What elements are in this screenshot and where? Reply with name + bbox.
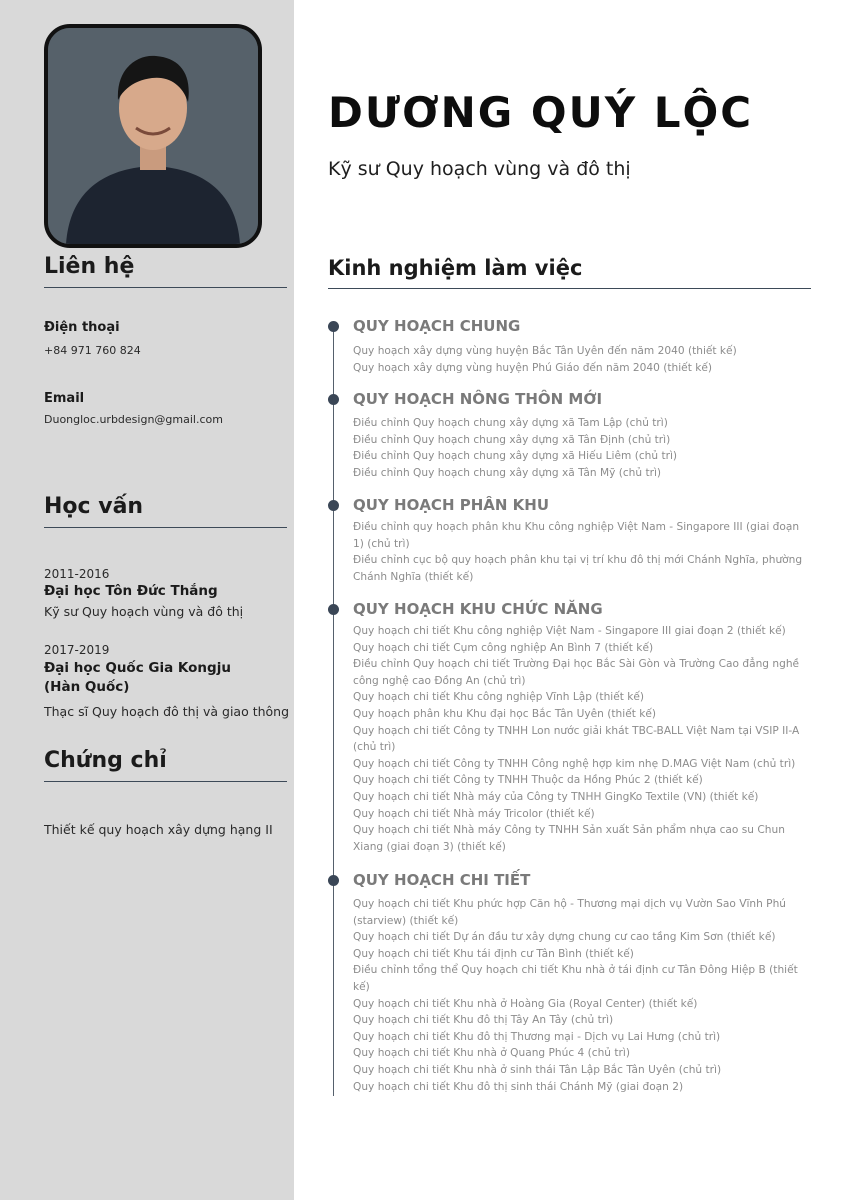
experience-item: Quy hoạch chi tiết Khu phức hợp Căn hộ - Thương mại dịch vụ Vườn Sao Vĩnh Phú (starview) (thiết kế)	[353, 898, 786, 927]
section-items	[353, 415, 813, 481]
email-label: Email	[44, 391, 85, 406]
experience-item: Quy hoạch chi tiết Khu đô thị Thương mại - Dịch vụ Lai Hưng (chủ trì)	[353, 1030, 721, 1043]
phone-label: Điện thoại	[44, 320, 120, 335]
contact-heading: Liên hệ	[44, 254, 287, 288]
experience-item: Điều chỉnh Quy hoạch chung xây dựng xã Tân Mỹ (chủ trì)	[353, 466, 662, 479]
timeline-dot	[328, 500, 339, 511]
timeline-dot	[328, 394, 339, 405]
experience-item: Điều chỉnh cục bộ quy hoạch phân khu tại vị trí khu đô thị mới Chánh Nghĩa, phường Chánh Nghĩa (thiết kế)	[353, 554, 803, 583]
experience-item: Quy hoạch chi tiết Khu tái định cư Tân Bình (thiết kế)	[353, 947, 634, 960]
experience-item: Quy hoạch chi tiết Khu công nghiệp Việt Nam - Singapore III giai đoạn 2 (thiết kế)	[353, 625, 786, 637]
education-degree: Thạc sĩ Quy hoạch đô thị và giao thông	[44, 704, 290, 719]
experience-item: Quy hoạch chi tiết Khu nhà ở sinh thái Tân Lập Bắc Tân Uyên (chủ trì)	[353, 1063, 722, 1076]
candidate-name: DƯƠNG QUÝ LỘC	[328, 88, 754, 137]
experience-item: Quy hoạch chi tiết Cụm công nghiệp An Bình 7 (thiết kế)	[353, 641, 654, 654]
experience-item: Quy hoạch xây dựng vùng huyện Phú Giáo đến năm 2040 (thiết kế)	[353, 361, 713, 374]
education-heading: Học vấn	[44, 494, 287, 528]
experience-item: Điều chỉnh quy hoạch phân khu Khu công nghiệp Việt Nam - Singapore III (giai đoạn 1) (chủ trì)	[353, 521, 800, 550]
certificate-item: Thiết kế quy hoạch xây dựng hạng II	[44, 822, 273, 837]
timeline-dot	[328, 875, 339, 886]
experience-item: Quy hoạch chi tiết Khu nhà ở Quang Phúc 4 (chủ trì)	[353, 1047, 630, 1060]
experience-item: Quy hoạch chi tiết Công ty TNHH Lon nước giải khát TBC-BALL Việt Nam tại VSIP II-A (chủ trì)	[353, 724, 800, 754]
education-years: 2011-2016	[44, 567, 110, 581]
section-items	[353, 896, 813, 1095]
experience-item: Điều chỉnh Quy hoạch chung xây dựng xã Tam Lập (chủ trì)	[353, 417, 668, 429]
section-title: QUY HOẠCH NÔNG THÔN MỚI	[353, 390, 603, 408]
phone-number: +84 971 760 824	[44, 344, 141, 357]
section-title: QUY HOẠCH PHÂN KHU	[353, 496, 550, 514]
experience-item: Quy hoạch chi tiết Khu đô thị Tây An Tây (chủ trì)	[353, 1014, 614, 1027]
section-title: QUY HOẠCH CHUNG	[353, 317, 521, 335]
experience-item: Quy hoạch chi tiết Khu nhà ở Hoàng Gia (Royal Center) (thiết kế)	[353, 997, 698, 1010]
experience-item: Điều chỉnh Quy hoạch chung xây dựng xã Hiếu Liêm (chủ trì)	[353, 450, 678, 463]
experience-item: Quy hoạch xây dựng vùng huyện Bắc Tân Uyên đến năm 2040 (thiết kế)	[353, 345, 737, 357]
education-school: Đại học Quốc Gia Kongju (Hàn Quốc)	[44, 660, 231, 695]
experience-item: Điều chỉnh Quy hoạch chung xây dựng xã Tân Định (chủ trì)	[353, 433, 671, 446]
experience-item: Điều chỉnh tổng thể Quy hoạch chi tiết Khu nhà ở tái định cư Tân Đông Hiệp B (thiết kế)	[353, 964, 798, 993]
experience-item: Quy hoạch chi tiết Dự án đầu tư xây dựng chung cư cao tầng Kim Sơn (thiết kế)	[353, 931, 776, 944]
candidate-title: Kỹ sư Quy hoạch vùng và đô thị	[328, 158, 631, 180]
education-degree: Kỹ sư Quy hoạch vùng và đô thị	[44, 604, 244, 619]
experience-item: Quy hoạch chi tiết Công ty TNHH Thuộc da Hồng Phúc 2 (thiết kế)	[353, 774, 703, 787]
experience-heading: Kinh nghiệm làm việc	[328, 256, 811, 289]
experience-item: Quy hoạch chi tiết Nhà máy Công ty TNHH Sản xuất Sản phẩm nhựa cao su Chun Xiang (giai đoạn 3) (thiết kế)	[353, 824, 785, 853]
timeline-dot	[328, 321, 339, 332]
email-address: Duongloc.urbdesign@gmail.com	[44, 413, 223, 426]
education-years: 2017-2019	[44, 643, 110, 657]
experience-item: Quy hoạch chi tiết Khu đô thị sinh thái Chánh Mỹ (giai đoạn 2)	[353, 1080, 684, 1093]
experience-item: Quy hoạch chi tiết Nhà máy của Công ty TNHH GingKo Textile (VN) (thiết kế)	[353, 790, 759, 803]
section-title: QUY HOẠCH KHU CHỨC NĂNG	[353, 600, 603, 618]
experience-item: Quy hoạch chi tiết Khu công nghiệp Vĩnh Lập (thiết kế)	[353, 691, 645, 704]
experience-item: Quy hoạch phân khu Khu đại học Bắc Tân Uyên (thiết kế)	[353, 707, 657, 720]
education-school: Đại học Tôn Đức Thắng	[44, 583, 218, 599]
experience-item: Quy hoạch chi tiết Nhà máy Tricolor (thiết kế)	[353, 807, 595, 820]
section-items	[353, 343, 813, 376]
section-title: QUY HOẠCH CHI TIẾT	[353, 871, 531, 889]
section-items	[353, 519, 813, 585]
section-items	[353, 623, 813, 855]
experience-item: Điều chỉnh Quy hoạch chi tiết Trường Đại học Bắc Sài Gòn và Trường Cao đẳng nghề công nghệ cao Đồng An (chủ trì)	[353, 658, 800, 687]
timeline-line	[333, 326, 334, 1096]
experience-item: Quy hoạch chi tiết Công ty TNHH Công nghệ hợp kim nhẹ D.MAG Việt Nam (chủ trì)	[353, 757, 796, 770]
profile-photo	[44, 24, 262, 248]
certificates-heading: Chứng chỉ	[44, 748, 287, 782]
timeline-dot	[328, 604, 339, 615]
